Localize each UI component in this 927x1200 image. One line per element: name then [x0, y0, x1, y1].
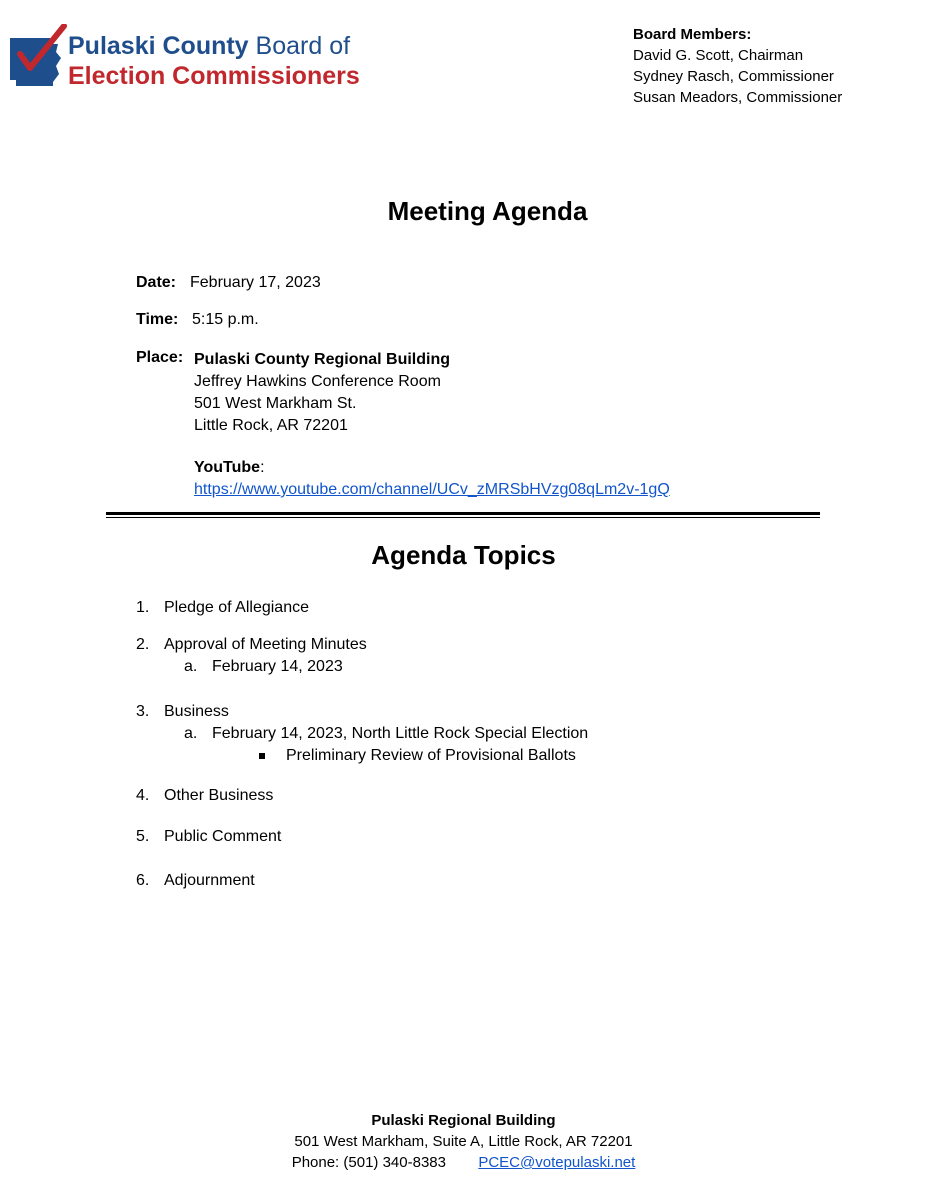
agenda-item-text: Adjournment [164, 872, 255, 889]
agenda-bullet-text: Preliminary Review of Provisional Ballots [286, 747, 576, 764]
logo-text-line-2: Election Commissioners [68, 62, 360, 90]
agenda-item-number: 4. [136, 787, 150, 804]
section-divider-thin [106, 517, 820, 518]
agenda-item [136, 636, 636, 656]
agenda-item [136, 703, 636, 723]
meeting-agenda-title: Meeting Agenda [387, 196, 588, 226]
agenda-item-text: Other Business [164, 787, 274, 804]
agenda-item-number: 2. [136, 636, 150, 653]
agenda-item-text: Business [164, 703, 229, 720]
footer-phone: Phone: (501) 340-8383 [291, 1154, 446, 1171]
board-member: David G. Scott, Chairman [633, 47, 804, 64]
agenda-item-number: 6. [136, 872, 150, 889]
agenda-item [136, 828, 636, 848]
youtube-colon: : [260, 459, 265, 476]
board-member: Susan Meadors, Commissioner [633, 89, 843, 106]
place-block [194, 349, 450, 437]
square-bullet-icon [259, 753, 265, 759]
logo-county-name: Pulaski County [68, 32, 249, 60]
footer-address: 501 West Markham, Suite A, Little Rock, AR 72201 [294, 1133, 633, 1150]
agenda-subitem-letter: a. [184, 725, 198, 742]
place-building: Pulaski County Regional Building [194, 351, 451, 368]
agenda-item-number: 1. [136, 599, 150, 616]
date-value: February 17, 2023 [190, 274, 321, 291]
agenda-topics-title: Agenda Topics [371, 540, 556, 570]
agenda-item-number: 5. [136, 828, 150, 845]
footer [0, 1110, 927, 1173]
date-label: Date: [136, 274, 177, 291]
footer-email-link[interactable]: PCEC@votepulaski.net [478, 1154, 636, 1171]
agenda-item [136, 787, 636, 807]
youtube-link[interactable]: https://www.youtube.com/channel/UCv_zMRSbHVzg08qLm2v-1gQ [194, 481, 670, 498]
agenda-item-number: 3. [136, 703, 150, 720]
agenda-subitem-text: February 14, 2023 [212, 658, 343, 675]
time-label: Time: [136, 311, 179, 328]
place-city: Little Rock, AR 72201 [194, 417, 348, 434]
board-members-heading: Board Members: [633, 26, 752, 43]
agenda-subitem [184, 725, 684, 745]
date-row [136, 274, 176, 292]
place-label: Place: [136, 349, 184, 366]
section-divider-thick [106, 512, 820, 515]
place-room: Jeffrey Hawkins Conference Room [194, 373, 441, 390]
agenda-item [136, 872, 636, 892]
logo-text-line-1 [68, 32, 350, 61]
board-members-block [633, 24, 842, 108]
arkansas-checkmark-icon [6, 24, 68, 90]
footer-contact [0, 1152, 927, 1173]
youtube-label: YouTube [194, 459, 261, 476]
agenda-item [136, 599, 636, 619]
agenda-subitem-letter: a. [184, 658, 198, 675]
footer-building: Pulaski Regional Building [371, 1112, 556, 1129]
logo-board-of: Board of [255, 32, 351, 60]
agenda-subitem-text: February 14, 2023, North Little Rock Special Election [212, 725, 589, 742]
time-value: 5:15 p.m. [192, 311, 259, 328]
organization-logo [6, 22, 386, 94]
place-street: 501 West Markham St. [194, 395, 357, 412]
agenda-subitem [184, 658, 584, 678]
board-member: Sydney Rasch, Commissioner [633, 68, 834, 85]
agenda-item-text: Approval of Meeting Minutes [164, 636, 367, 653]
time-row [136, 311, 178, 329]
agenda-item-text: Public Comment [164, 828, 282, 845]
agenda-bullet-item [258, 747, 658, 767]
youtube-row [194, 459, 265, 477]
agenda-item-text: Pledge of Allegiance [164, 599, 309, 616]
